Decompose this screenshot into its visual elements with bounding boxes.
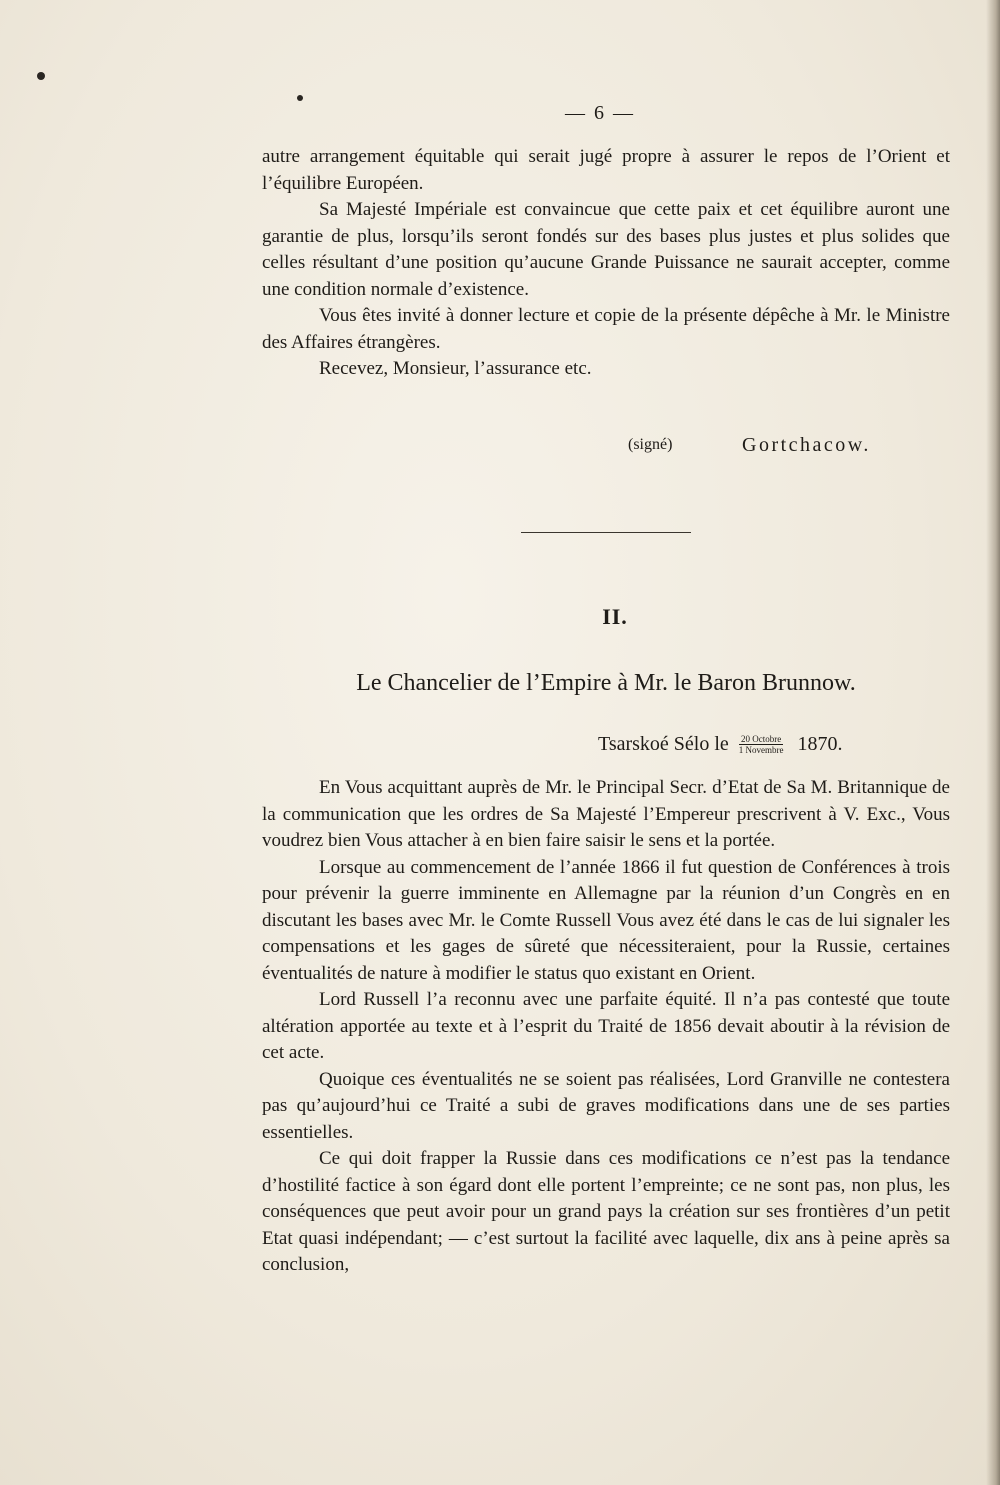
dateline-day-top: 20 Octobre <box>741 734 782 744</box>
paragraph: Recevez, Monsieur, l’assurance etc. <box>319 358 592 379</box>
paragraph: Quoique ces éventualités ne se soient pas réalisées, Lord Granville ne contestera pas qu’aujourd’hui ce Traité a subi de graves modifications dans une de ses parties essentielles. <box>262 1068 950 1143</box>
paragraph: Ce qui doit frapper la Russie dans ces modifications ce n’est pas la tendance d’hostilité factice à son égard dont elle portent l’empreinte; ce ne sont pas, non plus, les conséquences que peut avoir pour un grand pays la création sur ses frontières d’un petit Etat quasi indépendant; — c’est surtout la facilité avec laquelle, dix ans à peine après sa conclusion, <box>262 1148 950 1275</box>
dateline-place: Tsarskoé Sélo le <box>598 733 729 755</box>
signer-name: Gortchacow. <box>742 434 871 456</box>
ink-spot <box>297 95 303 101</box>
document-heading: Le Chancelier de l’Empire à Mr. le Baron Brunnow. <box>356 670 856 696</box>
section-divider <box>521 532 691 533</box>
paragraph: Lord Russell l’a reconnu avec une parfaite équité. Il n’a pas contesté que toute altération apportée au texte et à l’esprit du Traité de 1856 devait aboutir à la révision de cet acte. <box>262 989 950 1063</box>
dateline <box>598 733 843 756</box>
dateline-day-fraction <box>737 734 786 755</box>
letter-body-continuation <box>262 144 950 383</box>
section-numeral: II. <box>602 604 628 629</box>
signature-block <box>262 434 950 460</box>
paragraph: Lorsque au commencement de l’année 1866 il fut question de Conférences à trois pour prévenir la guerre imminente en Allemagne par la réunion d’un Congrès en en discutant les bases avec Mr. le Comte Russell Vous avez été dans le cas de lui signaler les compensations et les gages de sûreté que nécessiteraient, pour la Russie, certaines éventualités de nature à modifier le status quo existant en Orient. <box>262 856 950 984</box>
paragraph: En Vous acquittant auprès de Mr. le Principal Secr. d’Etat de Sa M. Britannique de la communication que les ordres de Sa Majesté l’Empereur prescrivent à V. Exc., Vous voudrez bien Vous attacher à en bien faire saisir le sens et la portée. <box>262 777 950 851</box>
paragraph: Sa Majesté Impériale est convaincue que cette paix et cet équilibre auront une garantie de plus, lorsqu’ils seront fondés sur des bases plus justes et plus solides que celles résultant d’une position qu’aucune Grande Puissance ne saurait accepter, comme une condition normale d’existence. <box>262 199 950 300</box>
paragraph: Vous êtes invité à donner lecture et copie de la présente dépêche à Mr. le Ministre des Affaires étrangères. <box>262 305 950 353</box>
page-edge-shadow <box>986 0 1000 1485</box>
dateline-day-bottom: 1 Novembre <box>738 745 784 755</box>
dateline-year: 1870. <box>797 733 843 755</box>
letter-body <box>262 775 950 1279</box>
page-number: — 6 — <box>565 102 635 124</box>
paragraph: autre arrangement équitable qui serait jugé propre à assurer le repos de l’Orient et l’équilibre Européen. <box>262 146 950 194</box>
signed-label: (signé) <box>628 436 673 453</box>
ink-spot <box>37 72 45 80</box>
